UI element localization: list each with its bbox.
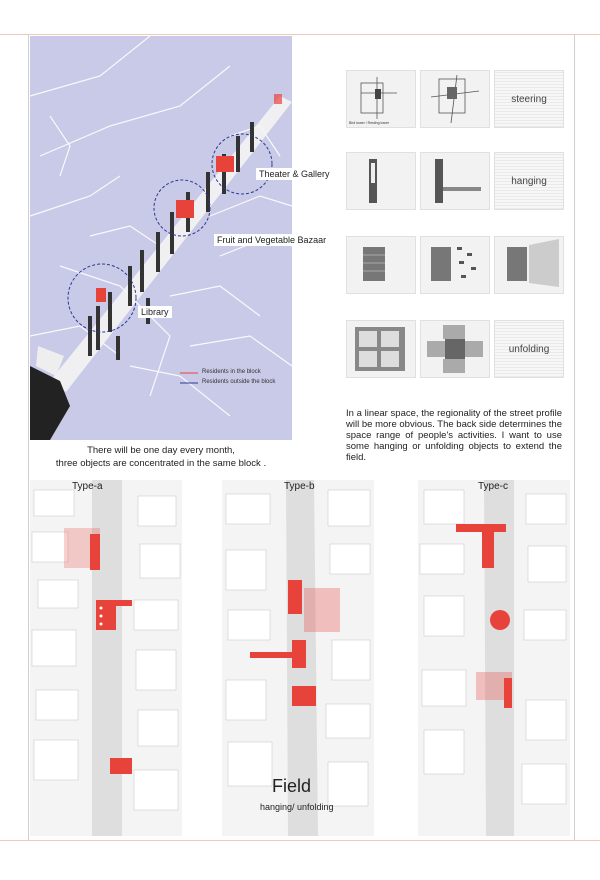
- frame-right-line: [574, 34, 575, 840]
- frame-top-line: [0, 34, 600, 35]
- plan-type-a: [30, 480, 182, 836]
- tile-row3-1: [346, 236, 416, 294]
- frame-bottom-line: [0, 840, 600, 841]
- field-subtitle: hanging/ unfolding: [260, 802, 334, 812]
- tile-steering-1: [346, 70, 416, 128]
- tile-unfolding-2: [420, 320, 490, 378]
- tile-hanging-2: [420, 152, 490, 210]
- tile-unfolding-1: [346, 320, 416, 378]
- map-caption-line-1: There will be one day every month,: [87, 445, 235, 456]
- tile-unfolding-label: unfolding: [494, 320, 564, 378]
- label-theater-gallery: Theater & Gallery: [256, 168, 333, 180]
- map-caption: [30, 444, 292, 470]
- axonometric-map: [30, 36, 330, 440]
- tile-steering-2: [420, 70, 490, 128]
- tower-caption: Bird tower / Resting tower: [349, 121, 390, 125]
- label-library: Library: [138, 306, 172, 318]
- label-fruit-vegetable-bazaar: Fruit and Vegetable Bazaar: [214, 234, 329, 246]
- tile-row3-3: [494, 236, 564, 294]
- map-caption-line-2: three objects are concentrated in the same block .: [55, 458, 267, 469]
- plan-type-a-title: Type-a: [72, 481, 103, 492]
- plan-type-b: [222, 480, 374, 836]
- plan-type-c: [418, 480, 570, 836]
- field-title: Field: [272, 776, 312, 796]
- frame-left-line: [28, 34, 29, 840]
- plan-type-b-title: Type-b: [284, 481, 315, 492]
- tile-row3-2: [420, 236, 490, 294]
- tile-steering-label: steering: [494, 70, 564, 128]
- plan-type-c-title: Type-c: [478, 481, 509, 492]
- description-paragraph: In a linear space, the regionality of the street profile will be more obvious. The back side determines the space range of people's activities. I want to use some hanging or unfolding objects to extend the field.: [346, 408, 562, 463]
- tile-hanging-label: hanging: [494, 152, 564, 210]
- legend-residents-outside: Residents outside the block: [202, 379, 276, 385]
- tile-hanging-1: [346, 152, 416, 210]
- legend-residents-inside: Residents in the block: [202, 369, 261, 375]
